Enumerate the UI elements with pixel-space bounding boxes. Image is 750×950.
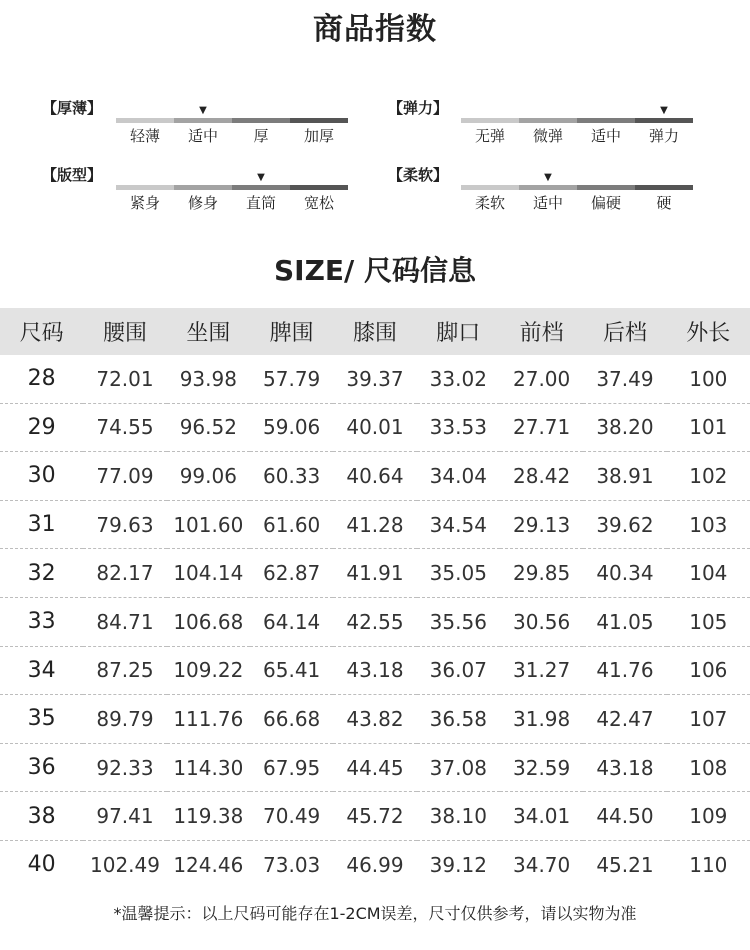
measurement-cell: 67.95	[263, 755, 321, 780]
index-option: 轻薄	[129, 127, 160, 145]
index-option: 弹力	[648, 127, 679, 145]
index-scale-segment	[174, 185, 232, 190]
table-row	[0, 792, 750, 841]
product-index-title: 商品指数	[313, 12, 437, 47]
measurement-cell: 87.25	[96, 658, 154, 683]
index-option: 加厚	[303, 127, 334, 145]
measurement-cell: 39.12	[429, 852, 487, 877]
column-header: 脾围	[250, 308, 333, 355]
measurement-cell: 41.91	[346, 561, 404, 586]
measurement-cell: 102.49	[90, 852, 160, 877]
measurement-cell: 43.18	[596, 755, 654, 780]
index-options	[461, 193, 693, 213]
index-option: 紧身	[129, 194, 160, 212]
measurement-cell: 124.46	[173, 852, 244, 877]
size-table	[0, 308, 750, 889]
measurement-cell: 119.38	[173, 804, 244, 829]
measurement-cell: 38.10	[429, 804, 487, 829]
index-option: 柔软	[474, 194, 505, 212]
table-row	[0, 646, 750, 695]
index-scale-segment	[635, 118, 693, 123]
measurement-cell: 37.49	[596, 366, 654, 391]
measurement-cell: 40.01	[346, 415, 404, 440]
measurement-cell: 34.04	[429, 463, 487, 488]
index-selected-marker-icon: ▼	[257, 172, 265, 183]
index-scale-segment	[519, 185, 577, 190]
measurement-cell: 102	[689, 463, 728, 488]
index-option: 直筒	[245, 194, 276, 212]
measurement-cell: 107	[689, 706, 728, 731]
measurement-cell: 72.01	[96, 366, 154, 391]
index-scale-segment	[290, 118, 348, 123]
measurement-cell: 101	[689, 415, 728, 440]
measurement-cell: 92.33	[96, 755, 154, 780]
index-group-fit	[42, 165, 402, 213]
measurement-cell: 110	[689, 852, 728, 877]
measurement-cell: 45.72	[346, 804, 404, 829]
measurement-cell: 99.06	[179, 463, 237, 488]
index-option: 适中	[590, 127, 621, 145]
measurement-cell: 65.41	[263, 658, 321, 683]
measurement-cell: 39.37	[346, 366, 404, 391]
column-header: 后档	[583, 308, 666, 355]
size-cell: 35	[27, 706, 56, 732]
index-scale-bar	[461, 185, 693, 190]
measurement-cell: 37.08	[429, 755, 487, 780]
measurement-cell: 97.41	[96, 804, 154, 829]
index-scale-bar	[461, 118, 693, 123]
index-scale-segment	[577, 118, 635, 123]
index-option: 适中	[532, 194, 563, 212]
measurement-cell: 43.18	[346, 658, 404, 683]
table-row	[0, 695, 750, 744]
column-header: 膝围	[333, 308, 416, 355]
index-option: 无弹	[474, 127, 505, 145]
index-scale-segment	[174, 118, 232, 123]
measurement-cell: 36.58	[429, 706, 487, 731]
measurement-cell: 70.49	[263, 804, 321, 829]
measurement-cell: 29.85	[513, 561, 571, 586]
measurement-cell: 27.71	[513, 415, 571, 440]
measurement-cell: 46.99	[346, 852, 404, 877]
size-disclaimer-note: *温馨提示：以上尺码可能存在1-2CM误差，尺寸仅供参考，请以实物为准	[113, 904, 637, 923]
index-label: 【弹力】	[388, 99, 449, 117]
index-scale-segment	[290, 185, 348, 190]
measurement-cell: 41.76	[596, 658, 654, 683]
measurement-cell: 100	[689, 366, 728, 391]
measurement-cell: 27.00	[513, 366, 571, 391]
measurement-cell: 111.76	[173, 706, 244, 731]
measurement-cell: 77.09	[96, 463, 154, 488]
measurement-cell: 42.47	[596, 706, 654, 731]
measurement-cell: 40.64	[346, 463, 404, 488]
index-scale-bar	[116, 185, 348, 190]
measurement-cell: 106.68	[173, 609, 244, 634]
column-header: 腰围	[83, 308, 166, 355]
measurement-cell: 101.60	[173, 512, 244, 537]
table-row	[0, 549, 750, 598]
size-cell: 33	[27, 609, 56, 635]
index-option: 微弹	[532, 127, 563, 145]
size-cell: 34	[27, 657, 56, 683]
measurement-cell: 29.13	[513, 512, 571, 537]
index-option: 修身	[187, 194, 218, 212]
measurement-cell: 103	[689, 512, 728, 537]
index-option: 适中	[187, 127, 218, 145]
measurement-cell: 36.07	[429, 658, 487, 683]
measurement-cell: 108	[689, 755, 728, 780]
measurement-cell: 44.50	[596, 804, 654, 829]
measurement-cell: 42.55	[346, 609, 404, 634]
measurement-cell: 73.03	[263, 852, 321, 877]
size-cell: 30	[27, 463, 56, 489]
index-scale-segment	[461, 118, 519, 123]
index-selected-marker-icon: ▼	[199, 105, 207, 116]
measurement-cell: 109	[689, 804, 728, 829]
index-group-softness	[388, 165, 748, 213]
measurement-cell: 106	[689, 658, 728, 683]
measurement-cell: 28.42	[513, 463, 571, 488]
measurement-cell: 34.70	[513, 852, 571, 877]
index-group-thickness	[42, 98, 402, 146]
index-option: 硬	[656, 194, 672, 212]
index-option: 宽松	[303, 194, 334, 212]
table-row	[0, 403, 750, 452]
table-row	[0, 743, 750, 792]
measurement-cell: 38.91	[596, 463, 654, 488]
index-scale-segment	[461, 185, 519, 190]
measurement-cell: 64.14	[263, 609, 321, 634]
column-header: 尺码	[0, 308, 83, 355]
measurement-cell: 34.01	[513, 804, 571, 829]
index-label: 【版型】	[42, 166, 103, 184]
index-scale-bar	[116, 118, 348, 123]
measurement-cell: 104	[689, 561, 728, 586]
index-options	[116, 126, 348, 146]
size-cell: 38	[27, 803, 56, 829]
measurement-cell: 30.56	[513, 609, 571, 634]
measurement-cell: 109.22	[173, 658, 244, 683]
index-scale-segment	[232, 185, 290, 190]
index-option: 厚	[253, 127, 269, 145]
measurement-cell: 96.52	[179, 415, 237, 440]
size-cell: 29	[27, 414, 56, 440]
measurement-cell: 105	[689, 609, 728, 634]
measurement-cell: 93.98	[179, 366, 237, 391]
measurement-cell: 31.98	[513, 706, 571, 731]
measurement-cell: 84.71	[96, 609, 154, 634]
measurement-cell: 66.68	[263, 706, 321, 731]
measurement-cell: 43.82	[346, 706, 404, 731]
measurement-cell: 79.63	[96, 512, 154, 537]
size-section-title: SIZE/ 尺码信息	[274, 254, 476, 287]
measurement-cell: 89.79	[96, 706, 154, 731]
measurement-cell: 34.54	[429, 512, 487, 537]
size-table-body	[0, 355, 750, 889]
measurement-cell: 35.56	[429, 609, 487, 634]
size-cell: 40	[27, 852, 56, 878]
measurement-cell: 61.60	[263, 512, 321, 537]
measurement-cell: 60.33	[263, 463, 321, 488]
measurement-cell: 33.02	[429, 366, 487, 391]
measurement-cell: 39.62	[596, 512, 654, 537]
index-scale-segment	[635, 185, 693, 190]
index-selected-marker-icon: ▼	[660, 105, 668, 116]
index-options	[116, 193, 348, 213]
index-selected-marker-icon: ▼	[544, 172, 552, 183]
measurement-cell: 41.05	[596, 609, 654, 634]
index-scale-segment	[519, 118, 577, 123]
measurement-cell: 62.87	[263, 561, 321, 586]
column-header: 坐围	[167, 308, 250, 355]
measurement-cell: 40.34	[596, 561, 654, 586]
table-row	[0, 840, 750, 888]
measurement-cell: 32.59	[513, 755, 571, 780]
index-options	[461, 126, 693, 146]
measurement-cell: 82.17	[96, 561, 154, 586]
index-label: 【柔软】	[388, 166, 449, 184]
measurement-cell: 44.45	[346, 755, 404, 780]
size-table-header-row	[0, 308, 750, 355]
index-scale-segment	[116, 185, 174, 190]
index-group-elasticity	[388, 98, 748, 146]
size-cell: 31	[27, 512, 56, 538]
measurement-cell: 74.55	[96, 415, 154, 440]
table-row	[0, 355, 750, 403]
index-scale-segment	[232, 118, 290, 123]
measurement-cell: 59.06	[263, 415, 321, 440]
column-header: 外长	[667, 308, 750, 355]
size-cell: 32	[27, 560, 56, 586]
measurement-cell: 35.05	[429, 561, 487, 586]
measurement-cell: 41.28	[346, 512, 404, 537]
measurement-cell: 45.21	[596, 852, 654, 877]
column-header: 前档	[500, 308, 583, 355]
table-row	[0, 500, 750, 549]
index-option: 偏硬	[590, 194, 621, 212]
size-cell: 36	[27, 755, 56, 781]
size-cell: 28	[27, 366, 56, 392]
index-scale-segment	[577, 185, 635, 190]
table-row	[0, 597, 750, 646]
measurement-cell: 57.79	[263, 366, 321, 391]
column-header: 脚口	[417, 308, 500, 355]
table-row	[0, 452, 750, 501]
measurement-cell: 104.14	[173, 561, 244, 586]
index-scale-segment	[116, 118, 174, 123]
measurement-cell: 31.27	[513, 658, 571, 683]
measurement-cell: 38.20	[596, 415, 654, 440]
measurement-cell: 33.53	[429, 415, 487, 440]
measurement-cell: 114.30	[173, 755, 244, 780]
index-label: 【厚薄】	[42, 99, 103, 117]
